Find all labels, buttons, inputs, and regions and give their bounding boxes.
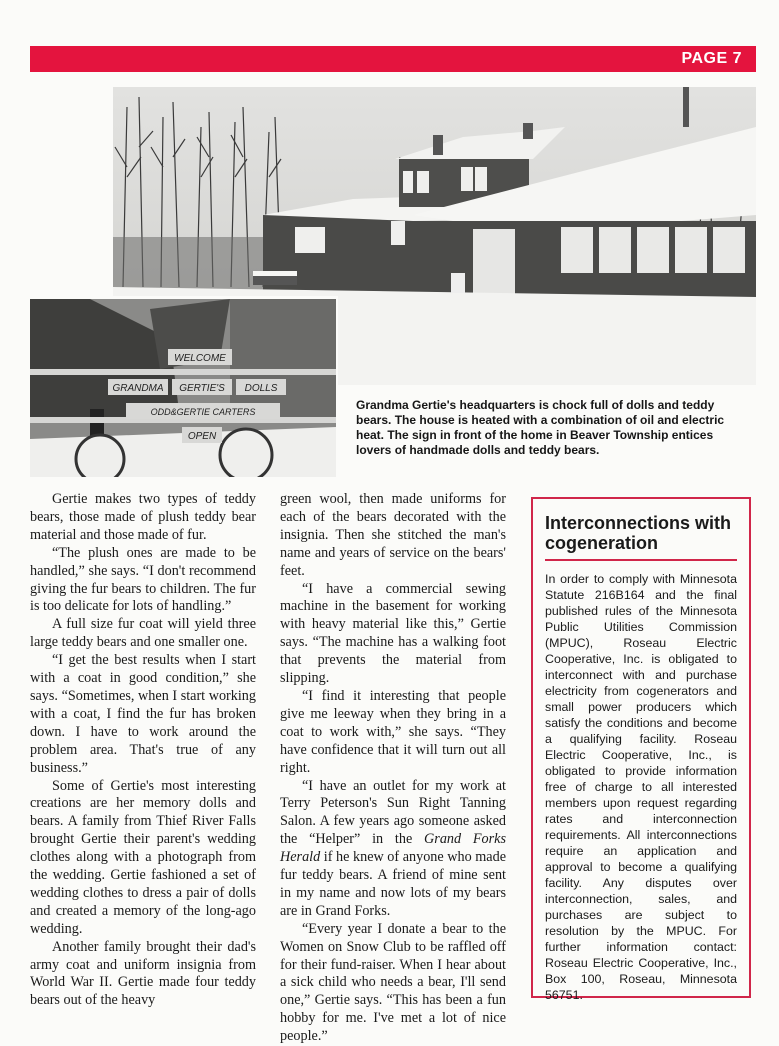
article-paragraph: A full size fur coat will yield three large teddy bears and one smaller one. xyxy=(30,616,256,651)
sign-gerties: GERTIE'S xyxy=(179,383,225,394)
article-paragraph: “Every year I donate a bear to the Women on Snow Club to be raffled off for their fund-raiser. When I hear about a sick child who needs a bear, I'll send one,” Gertie says. “This has been a fun hobby for me. I've met a lot of nice people.” xyxy=(280,920,506,1045)
sidebar-body: In order to comply with Minnesota Statute 216B164 and the final published rules of the Minnesota Public Utilities Commission (MPUC), Roseau Electric Cooperative, Inc. is obligated to interconnect with and purchase electricity from cogenerators and small power producers which satisfy the conditions and become a qualifying facility. Roseau Electric Cooperative, Inc., is obligated to provide information free of charge to all interested members upon request regarding rates and interconnection requirements. All interconnections require an application and approval to become a qualifying facility. Any disputes over interconnection, sales, and purchases are subject to resolution by the MPUC. For further information contact: Roseau Electric Cooperative, Inc., Box 100, Roseau, Minnesota 56751. xyxy=(545,572,737,1002)
sign-open: OPEN xyxy=(187,431,217,442)
article-text: “I have an outlet for my work at Terry Peterson's Sun Right Tanning Salon. A few years ago someone asked the “Helper” in the xyxy=(280,777,506,848)
sign-carters: ODD&GERTIE CARTERS xyxy=(150,407,256,417)
sign-welcome: WELCOME xyxy=(174,353,226,364)
page-header-bar xyxy=(30,46,756,72)
article-paragraph: “I find it interesting that people give me leeway when they bring in a coat to work with,” she says. “They have confidence that it will turn out all right. xyxy=(280,687,506,776)
newspaper-name: Grand Forks Herald xyxy=(280,831,506,866)
photo-caption: Grandma Gertie's headquarters is chock full of dolls and teddy bears. The house is heated with a combination of oil and electric heat. The sign in front of the home in Beaver Township entices lovers of handmade dolls and teddy bears. xyxy=(356,398,725,457)
page-number: PAGE 7 xyxy=(681,50,742,67)
article-paragraph: “I get the best results when I start with a coat in good condition,” she says. “Sometimes, when I start working with a coat, I find the fur has broken down. I have to work around the problem area. That's true of any business.” xyxy=(30,652,256,776)
article-paragraph: “I have a commercial sewing machine in the basement for working with heavy material like this,” Gertie says. “The machine has a walking foot that prevents the material from slipping. xyxy=(280,580,506,687)
article-column-1 xyxy=(30,491,256,1010)
welcome-sign-graphic xyxy=(30,299,336,477)
sidebar-title: Interconnections with cogeneration xyxy=(545,513,732,553)
article-text: if he knew of anyone who made fur teddy bears. A friend of mine sent in my name and now lots of my bears are in Grand Forks. xyxy=(280,849,506,919)
sign-grandma: GRANDMA xyxy=(112,383,164,394)
article-paragraph: Gertie makes two types of teddy bears, those made of plush teddy bear material and those made of fur. xyxy=(30,491,256,543)
cogeneration-sidebar xyxy=(531,497,751,1002)
article-paragraph: Some of Gertie's most interesting creations are her memory dolls and bears. A family from Thief River Falls brought Gertie their parent's wedding clothes along with a photograph from the wedding. Gertie fashioned a set of wedding clothes to dress a pair of dolls and created a memory of the long-ago wedding. xyxy=(30,777,256,937)
article-paragraph: Another family brought their dad's army coat and uniform insignia from World War II. Gertie made four teddy bears out of the heavy xyxy=(30,938,256,1009)
article-paragraph xyxy=(280,778,506,921)
article-column-2 xyxy=(280,491,506,1046)
article-paragraph: green wool, then made uniforms for each of the bears decorated with the insignia. Then she stitched the man's name and years of service on the bears' feet. xyxy=(280,491,506,579)
sidebar-divider xyxy=(545,559,737,561)
sign-dolls: DOLLS xyxy=(244,383,278,394)
article-paragraph: “The plush ones are made to be handled,” she says. “I don't recommend giving the fur bears to children. The fur is too delicate for lots of handling.” xyxy=(30,544,256,615)
welcome-sign-photo xyxy=(30,296,338,479)
